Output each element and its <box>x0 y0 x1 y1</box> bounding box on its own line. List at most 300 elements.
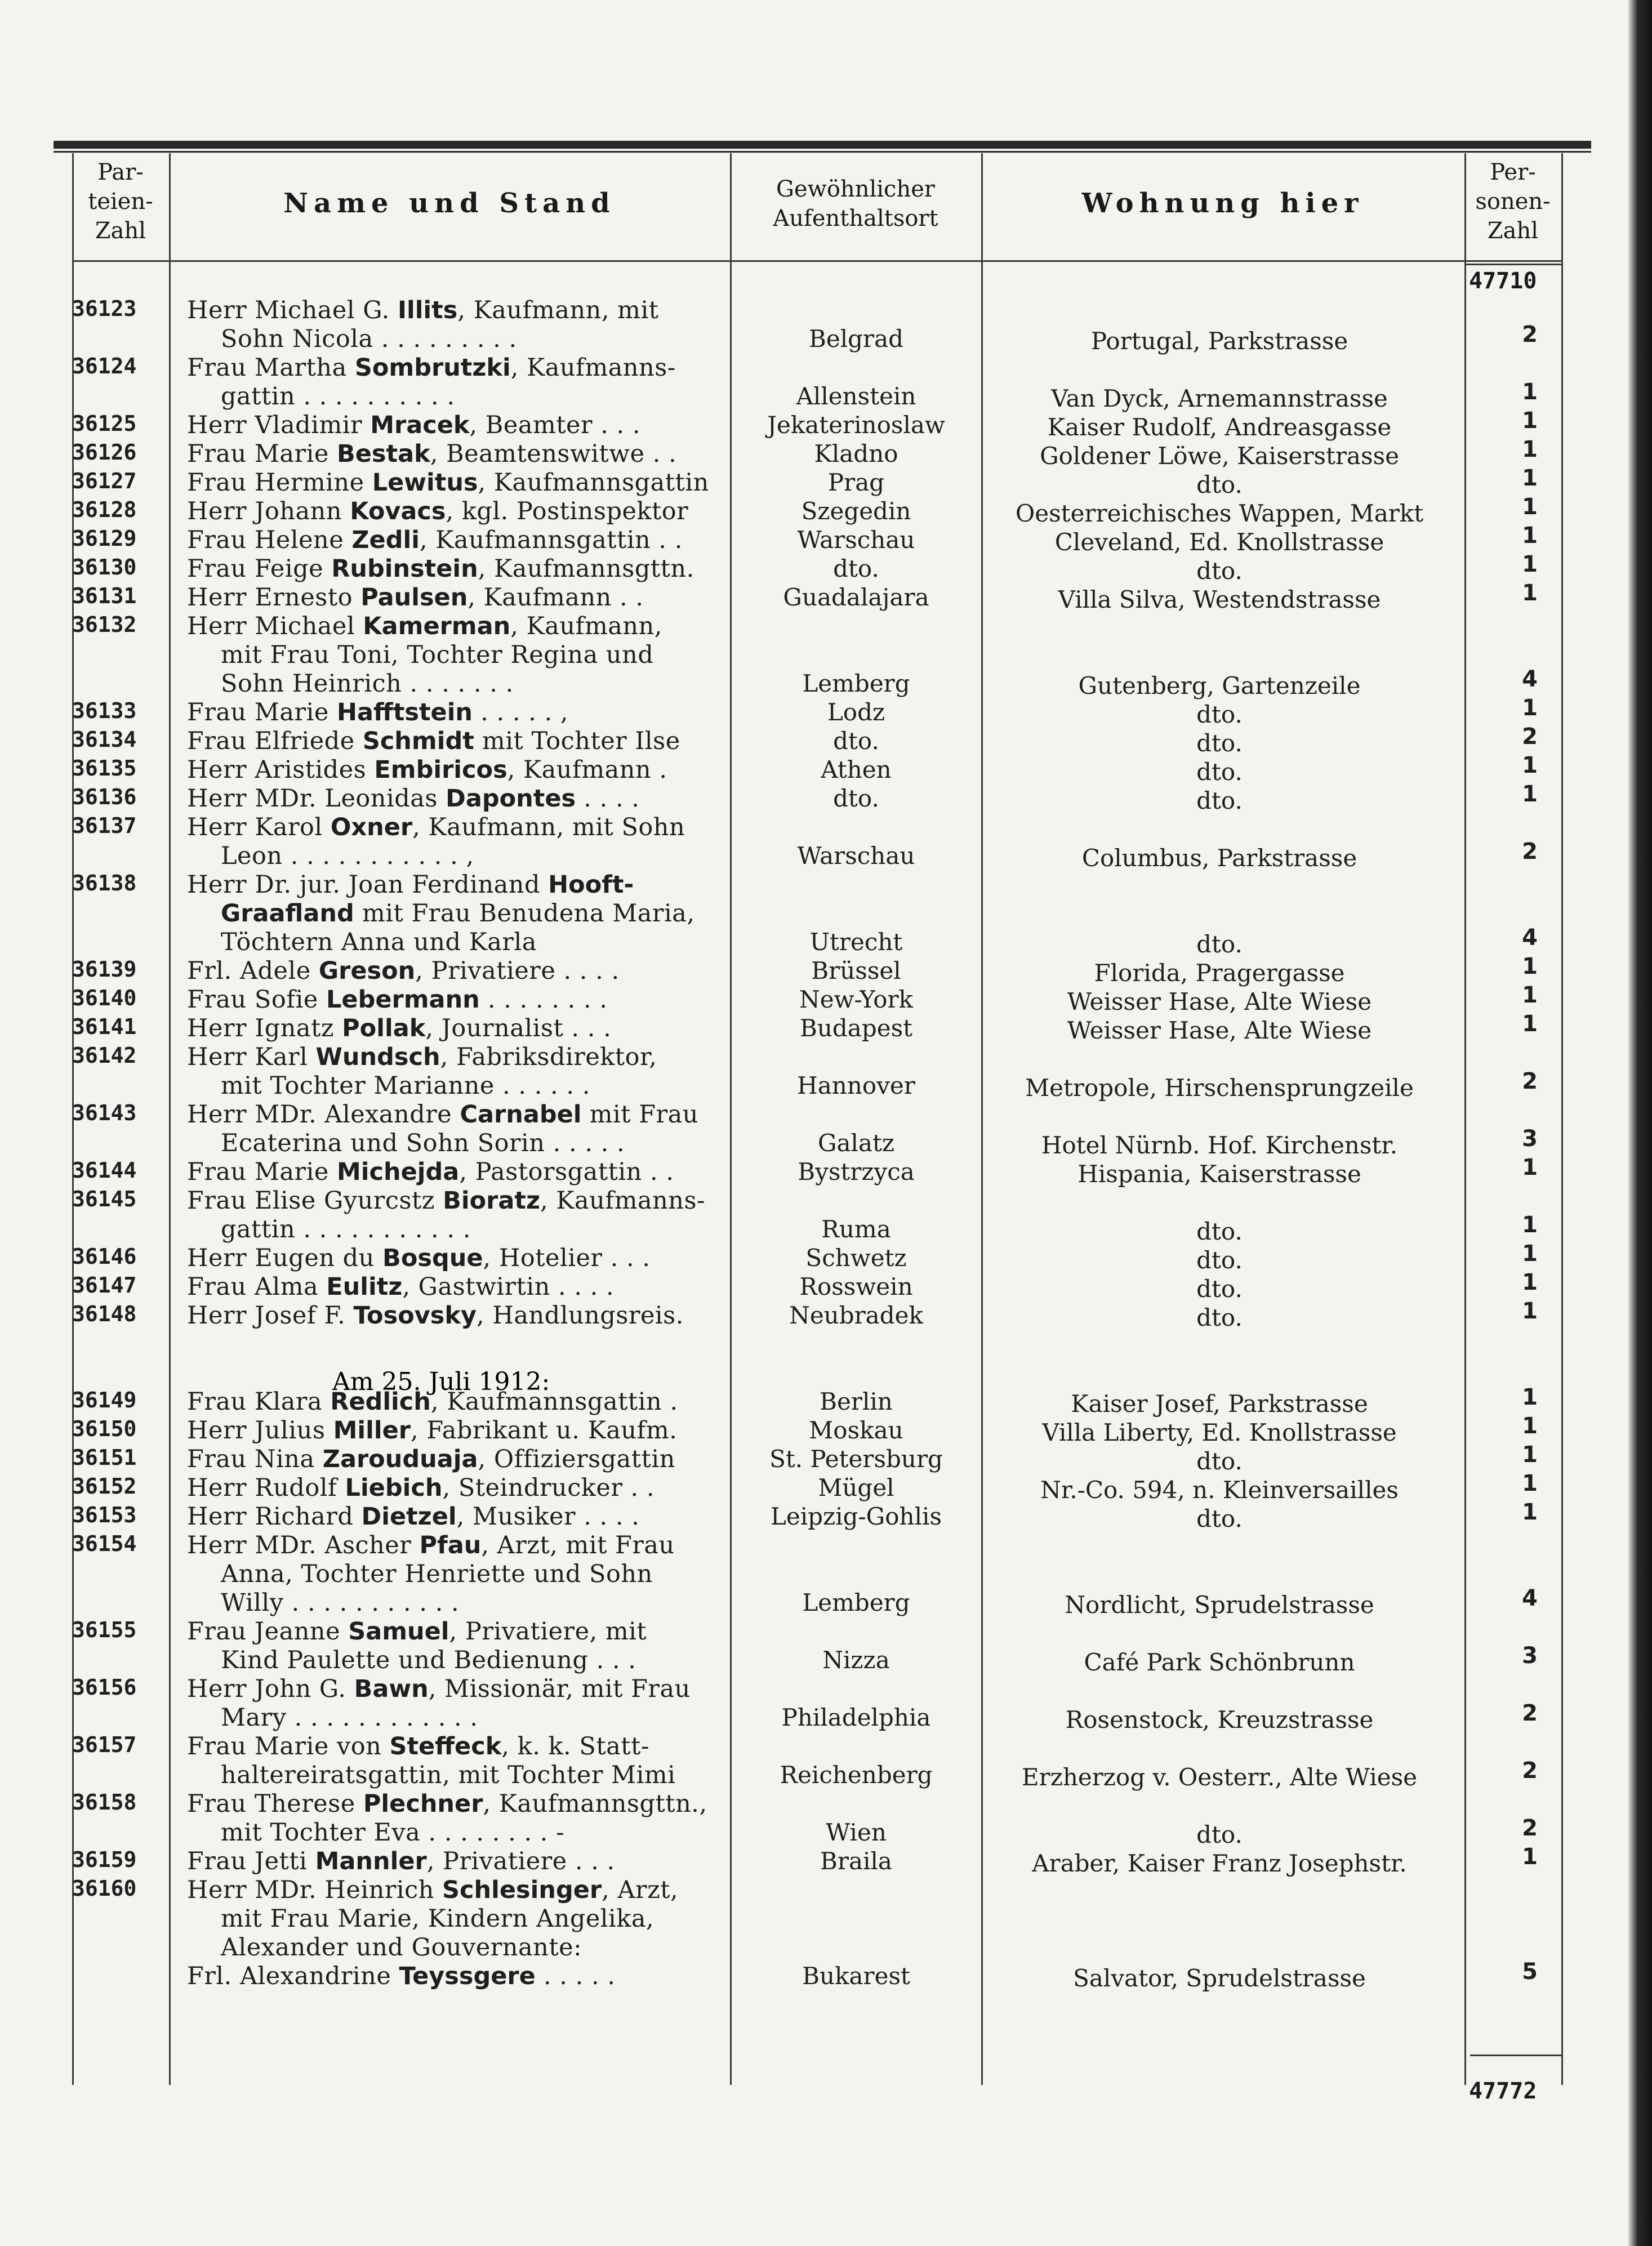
top-rule-thin <box>54 151 1591 153</box>
header-party-number: Par- teien- Zahl <box>88 159 153 244</box>
party-number: 36146 <box>72 1244 137 1269</box>
name-text: Herr Dr. jur. Joan Ferdinand <box>187 871 549 899</box>
party-number: 36126 <box>72 440 137 465</box>
name-line <box>187 526 728 555</box>
name-text: , Kaufmannsgttn., <box>483 1790 707 1818</box>
name-text: Frau Marie <box>187 698 337 727</box>
name-text: Frau Nina <box>187 1445 323 1473</box>
person-count: 2 <box>1522 1815 1538 1841</box>
usual-residence: Warschau <box>797 842 915 870</box>
party-number: 36155 <box>72 1617 137 1642</box>
name-and-status <box>187 1014 728 1043</box>
name-text: Frau Hermine <box>187 469 372 497</box>
table-row <box>0 1043 1628 1100</box>
name-text: , Handlungsreis. <box>477 1302 684 1330</box>
name-text: , Musiker . . . . <box>456 1503 640 1531</box>
surname: Lewitus <box>372 469 478 497</box>
table-row <box>0 1790 1628 1847</box>
person-count: 1 <box>1522 580 1538 606</box>
name-text: , Kaufmann, mit <box>457 296 659 324</box>
header-name-and-status: Name und Stand <box>283 188 616 219</box>
name-text: mit Frau <box>581 1100 698 1129</box>
person-count: 1 <box>1522 1155 1538 1180</box>
surname: Schlesinger <box>442 1876 602 1904</box>
name-text: , Kaufmanns- <box>540 1187 706 1215</box>
name-text: , Gastwirtin . . . . <box>402 1273 615 1301</box>
name-text: , Kaufmann, <box>510 612 662 640</box>
surname: Bosque <box>382 1244 483 1272</box>
name-line <box>187 1876 728 1905</box>
surname: Liebich <box>345 1474 443 1502</box>
table-row <box>0 1384 1628 1418</box>
name-and-status <box>187 1876 728 1991</box>
name-and-status <box>187 1503 728 1531</box>
party-number: 36145 <box>72 1187 137 1211</box>
lodging: Florida, Pragergasse <box>1094 959 1345 987</box>
name-text: mit Frau Toni, Tochter Regina und <box>221 641 654 669</box>
lodging: Goldener Löwe, Kaiserstrasse <box>1040 442 1399 470</box>
party-number: 36142 <box>72 1043 137 1068</box>
name-text: , Kaufmann . . <box>467 583 644 612</box>
name-line <box>187 1761 728 1790</box>
lodging: dto. <box>1196 701 1243 728</box>
table-row <box>0 1876 1628 1991</box>
name-line <box>187 382 728 411</box>
name-line <box>187 842 728 871</box>
name-line <box>187 555 728 583</box>
party-number: 36138 <box>72 871 137 895</box>
name-text: mit Tochter Eva . . . . . . . . - <box>221 1819 565 1847</box>
surname: Zedli <box>351 526 420 554</box>
party-number: 36129 <box>72 526 137 551</box>
surname: Bestak <box>336 440 430 468</box>
name-and-status <box>187 813 728 871</box>
usual-residence: Utrecht <box>809 928 903 956</box>
lodging: Salvator, Sprudelstrasse <box>1073 1964 1366 1992</box>
table-row <box>0 813 1628 871</box>
name-text: Herr John G. <box>187 1675 354 1703</box>
name-line <box>187 1847 728 1876</box>
lodging: Kaiser Josef, Parkstrasse <box>1071 1390 1368 1418</box>
name-text: , Steindrucker . . <box>442 1474 655 1502</box>
usual-residence: Moskau <box>809 1416 903 1444</box>
table-row <box>0 1269 1628 1303</box>
lodging: Villa Silva, Westendstrasse <box>1058 586 1381 613</box>
usual-residence: Wien <box>826 1819 887 1846</box>
name-text: Willy . . . . . . . . . . . <box>221 1589 460 1617</box>
usual-residence: Philadelphia <box>781 1704 931 1731</box>
name-line <box>187 1100 728 1129</box>
name-line <box>187 1416 728 1445</box>
usual-residence: Nizza <box>822 1646 890 1674</box>
party-number: 36130 <box>72 555 137 580</box>
name-text: Herr Ignatz <box>187 1014 342 1042</box>
name-text: , Kaufmanns- <box>510 354 676 382</box>
usual-residence: Jekaterinoslaw <box>767 411 945 439</box>
party-number: 36135 <box>72 756 137 781</box>
usual-residence: Galatz <box>817 1129 895 1157</box>
name-and-status <box>187 354 728 411</box>
usual-residence: Rosswein <box>799 1273 913 1300</box>
name-line <box>187 1187 728 1215</box>
lodging: dto. <box>1196 758 1243 786</box>
name-and-status <box>187 1617 728 1675</box>
name-text: mit Tochter Marianne . . . . . . <box>221 1072 590 1100</box>
person-count: 1 <box>1522 465 1538 491</box>
name-and-status <box>187 411 728 440</box>
name-and-status <box>187 1158 728 1187</box>
name-and-status <box>187 1790 728 1847</box>
name-line <box>187 928 728 957</box>
person-count: 2 <box>1522 322 1538 347</box>
person-count: 1 <box>1522 1470 1538 1496</box>
table-row <box>0 1298 1628 1331</box>
person-count: 1 <box>1522 982 1538 1008</box>
name-text: Frau Alma <box>187 1273 327 1301</box>
party-number: 36127 <box>72 469 137 493</box>
usual-residence: Reichenberg <box>780 1761 933 1789</box>
table-row <box>0 1531 1628 1617</box>
party-number: 36125 <box>72 411 137 436</box>
name-text: , Kaufmannsgattin . <box>430 1388 678 1416</box>
table-row <box>0 1732 1628 1790</box>
name-text: . . . . <box>576 785 640 813</box>
person-count: 1 <box>1522 1442 1538 1468</box>
name-line <box>187 1072 728 1100</box>
name-text: , Kaufmann, mit Sohn <box>412 813 685 841</box>
party-number: 36137 <box>72 813 137 838</box>
name-text: , Arzt, mit Frau <box>481 1531 675 1559</box>
name-text: Herr Ernesto <box>187 583 361 612</box>
name-line <box>187 1215 728 1244</box>
surname: Oxner <box>330 813 413 841</box>
table-row <box>0 1155 1628 1188</box>
surname: Hooft- <box>548 871 634 899</box>
usual-residence: Szegedin <box>801 497 911 525</box>
name-line <box>187 813 728 842</box>
party-number: 36128 <box>72 497 137 522</box>
name-text: , Kaufmannsgattin <box>478 469 709 497</box>
name-text: Herr Michael G. <box>187 296 398 324</box>
name-and-status <box>187 469 728 497</box>
name-text: Herr Vladimir <box>187 411 371 439</box>
name-text: Sohn Nicola . . . . . . . . . <box>221 325 517 353</box>
lodging: Cleveland, Ed. Knollstrasse <box>1054 528 1384 556</box>
name-line <box>187 1962 728 1991</box>
name-line <box>187 497 728 526</box>
person-count: 4 <box>1522 666 1538 692</box>
name-text: Herr Michael <box>187 612 363 640</box>
name-text: , Missionär, mit Frau <box>428 1675 691 1703</box>
total-rule-bottom <box>1470 2055 1563 2056</box>
name-line <box>187 1732 728 1761</box>
name-text: Mary . . . . . . . . . . . . <box>221 1704 478 1732</box>
name-text: , Beamter . . . <box>469 411 641 439</box>
name-line <box>187 1905 728 1933</box>
table-row <box>0 1187 1628 1244</box>
name-text: , Privatiere, mit <box>449 1617 647 1646</box>
surname: Paulsen <box>360 583 468 612</box>
lodging: Weisser Hase, Alte Wiese <box>1067 988 1372 1015</box>
name-text: Kind Paulette und Bedienung . . . <box>221 1646 636 1674</box>
lodging: Gutenberg, Gartenzeile <box>1078 672 1361 699</box>
table-row <box>0 1675 1628 1732</box>
name-text: Ecaterina und Sohn Sorin . . . . . <box>221 1129 625 1157</box>
person-count: 1 <box>1522 1499 1538 1525</box>
name-line <box>187 612 728 641</box>
name-line <box>187 1704 728 1732</box>
name-line <box>187 986 728 1014</box>
name-and-status <box>187 1847 728 1876</box>
name-line <box>187 1474 728 1503</box>
name-line <box>187 1531 728 1560</box>
table-row <box>0 1470 1628 1504</box>
party-number: 36151 <box>72 1445 137 1470</box>
name-text: , Offiziersgattin <box>478 1445 675 1473</box>
name-line <box>187 1273 728 1302</box>
name-text: Frau Martha <box>187 354 355 382</box>
name-text: Frau Helene <box>187 526 352 554</box>
name-and-status <box>187 497 728 526</box>
name-line <box>187 1158 728 1187</box>
usual-residence: dto. <box>833 785 879 812</box>
name-and-status <box>187 957 728 986</box>
person-count: 1 <box>1522 695 1538 721</box>
surname: Bawn <box>354 1675 429 1703</box>
usual-residence: Leipzig-Gohlis <box>770 1503 942 1530</box>
table-row <box>0 1011 1628 1044</box>
party-number: 36153 <box>72 1503 137 1527</box>
name-and-status <box>187 440 728 469</box>
lodging: dto. <box>1196 1218 1243 1245</box>
usual-residence: Belgrad <box>808 325 904 353</box>
person-count: 2 <box>1522 1700 1538 1726</box>
name-line <box>187 1560 728 1589</box>
name-text: Anna, Tochter Henriette und Sohn <box>221 1560 653 1588</box>
name-line <box>187 871 728 899</box>
name-and-status <box>187 1445 728 1474</box>
table-row <box>0 494 1628 527</box>
name-text: haltereiratsgattin, mit Tochter Mimi <box>221 1761 676 1789</box>
name-text: Frau Feige <box>187 555 332 583</box>
surname: Michejda <box>336 1158 460 1186</box>
name-text: Frau Jetti <box>187 1847 315 1875</box>
surname: Sombrutzki <box>354 354 511 382</box>
table-row <box>0 953 1628 987</box>
name-text: Leon . . . . . . . . . . . , <box>221 842 474 870</box>
name-text: Frau Marie <box>187 440 337 468</box>
table-row <box>0 871 1628 957</box>
name-text: gattin . . . . . . . . . . . <box>221 1215 471 1244</box>
name-text: , Beamtenswitwe . . <box>430 440 677 468</box>
name-text: Frau Marie von <box>187 1732 390 1761</box>
party-number: 36141 <box>72 1014 137 1039</box>
name-and-status <box>187 1531 728 1617</box>
party-number: 36124 <box>72 354 137 378</box>
usual-residence: Warschau <box>797 526 915 554</box>
name-and-status <box>187 785 728 813</box>
name-and-status <box>187 698 728 727</box>
name-line <box>187 354 728 382</box>
name-text: Frau Marie <box>187 1158 337 1186</box>
person-count: 1 <box>1522 494 1538 520</box>
person-count: 4 <box>1522 1585 1538 1611</box>
table-row <box>0 551 1628 585</box>
party-number: 36158 <box>72 1790 137 1815</box>
person-count: 5 <box>1522 1959 1538 1985</box>
name-text: Herr Johann <box>187 497 350 525</box>
name-line <box>187 1646 728 1675</box>
name-line <box>187 440 728 469</box>
name-and-status <box>187 1187 728 1244</box>
table-row <box>0 695 1628 728</box>
name-line <box>187 1014 728 1043</box>
lodging: Oesterreichisches Wappen, Markt <box>1015 500 1424 527</box>
name-and-status <box>187 1675 728 1732</box>
lodging: Café Park Schönbrunn <box>1084 1648 1355 1676</box>
person-count: 1 <box>1522 408 1538 434</box>
lodging: Weisser Hase, Alte Wiese <box>1067 1017 1372 1044</box>
name-text: , Privatiere . . . . <box>415 957 620 985</box>
surname: Lebermann <box>326 986 480 1014</box>
usual-residence: Lodz <box>827 698 885 726</box>
party-number: 36131 <box>72 583 137 608</box>
name-line <box>187 698 728 727</box>
name-text: Frl. Alexandrine <box>187 1962 399 1990</box>
usual-residence: Allenstein <box>796 382 916 410</box>
name-text: , Pastorsgattin . . <box>459 1158 674 1186</box>
name-text: Herr Karl <box>187 1043 316 1071</box>
surname: Kamerman <box>363 612 511 640</box>
person-count: 1 <box>1522 523 1538 549</box>
usual-residence: Lemberg <box>802 1589 910 1616</box>
table-row <box>0 781 1628 814</box>
table-row <box>0 1617 1628 1675</box>
surname: Plechner <box>363 1790 483 1818</box>
name-line <box>187 1790 728 1819</box>
table-row <box>0 296 1628 354</box>
lodging: dto. <box>1196 787 1243 814</box>
name-text: , Kaufmannsgattin . . <box>419 526 683 554</box>
name-text: . . . . . . . . <box>479 986 608 1014</box>
table-row <box>0 580 1628 613</box>
surname: Dapontes <box>446 785 576 813</box>
person-count: 1 <box>1522 1384 1538 1410</box>
usual-residence: Braila <box>820 1847 892 1875</box>
name-text: . . . . . , <box>473 698 569 727</box>
name-and-status <box>187 612 728 698</box>
total-rule <box>1464 264 1563 265</box>
surname: Mracek <box>370 411 470 439</box>
person-count: 1 <box>1522 752 1538 778</box>
name-line <box>187 957 728 986</box>
surname: Graafland <box>221 899 354 928</box>
usual-residence: Prag <box>827 469 885 496</box>
name-and-status <box>187 1100 728 1158</box>
party-number: 36148 <box>72 1302 137 1326</box>
date-heading: Am 25. Juli 1912: <box>332 1367 550 1396</box>
party-number: 36156 <box>72 1675 137 1700</box>
usual-residence: Hannover <box>797 1072 915 1099</box>
name-and-status <box>187 1043 728 1100</box>
name-text: mit Frau Marie, Kindern Angelika, <box>221 1905 654 1933</box>
header-rule <box>72 260 1562 262</box>
surname: Schmidt <box>362 727 474 755</box>
name-line <box>187 727 728 756</box>
lodging: Rosenstock, Kreuzstrasse <box>1065 1706 1374 1733</box>
name-line <box>187 1589 728 1617</box>
usual-residence: Schwetz <box>805 1244 907 1272</box>
name-text: , Kaufmannsgttn. <box>478 555 694 583</box>
name-text: Frau Elfriede <box>187 727 363 755</box>
page-edge <box>1628 0 1652 2246</box>
person-count: 3 <box>1522 1643 1538 1669</box>
person-count: 2 <box>1522 1068 1538 1094</box>
name-text: gattin . . . . . . . . . . <box>221 382 455 411</box>
person-count: 1 <box>1522 1844 1538 1870</box>
person-count: 1 <box>1522 1269 1538 1295</box>
lodging: dto. <box>1196 1275 1243 1303</box>
table-row <box>0 752 1628 786</box>
party-number: 36143 <box>72 1100 137 1125</box>
party-number: 36147 <box>72 1273 137 1298</box>
usual-residence: St. Petersburg <box>769 1445 943 1473</box>
name-line <box>187 1302 728 1330</box>
name-and-status <box>187 526 728 555</box>
lodging: Hotel Nürnb. Hof. Kirchenstr. <box>1041 1131 1398 1159</box>
name-text: Herr Rudolf <box>187 1474 345 1502</box>
usual-residence: Athen <box>821 756 892 783</box>
table-row <box>0 982 1628 1015</box>
name-text: mit Frau Benudena Maria, <box>354 899 695 928</box>
name-and-status <box>187 583 728 612</box>
usual-residence: Guadalajara <box>783 583 929 611</box>
lodging: Portugal, Parkstrasse <box>1090 327 1348 355</box>
table-row <box>0 1100 1628 1158</box>
name-line <box>187 641 728 670</box>
table-row <box>0 724 1628 757</box>
table-row <box>0 523 1628 556</box>
table-row <box>0 1442 1628 1475</box>
lodging: Nordlicht, Sprudelstrasse <box>1065 1591 1374 1619</box>
name-line <box>187 1445 728 1474</box>
name-line <box>187 1617 728 1646</box>
usual-residence: Lemberg <box>802 670 910 697</box>
table-row <box>0 1844 1628 1877</box>
name-text: mit Tochter Ilse <box>474 727 680 755</box>
name-text: Frau Sofie <box>187 986 327 1014</box>
name-text: Alexander und Gouvernante: <box>221 1933 582 1962</box>
header-usual-residence: Gewöhnlicher Aufenthaltsort <box>773 176 938 231</box>
surname: Pfau <box>419 1531 482 1559</box>
name-line <box>187 899 728 928</box>
lodging: dto. <box>1196 930 1243 958</box>
party-number: 36132 <box>72 612 137 637</box>
name-text: Frau Jeanne <box>187 1617 349 1646</box>
name-and-status <box>187 986 728 1014</box>
lodging: dto. <box>1196 1304 1243 1331</box>
name-text: Herr Karol <box>187 813 331 841</box>
lodging: Araber, Kaiser Franz Josephstr. <box>1032 1850 1407 1877</box>
surname: Wundsch <box>315 1043 440 1071</box>
lodging: dto. <box>1196 729 1243 757</box>
name-line <box>187 411 728 440</box>
usual-residence: Budapest <box>799 1014 912 1042</box>
name-text: Herr Josef F. <box>187 1302 354 1330</box>
name-text: Sohn Heinrich . . . . . . . <box>221 670 514 698</box>
name-line <box>187 756 728 785</box>
surname: Carnabel <box>460 1100 582 1129</box>
